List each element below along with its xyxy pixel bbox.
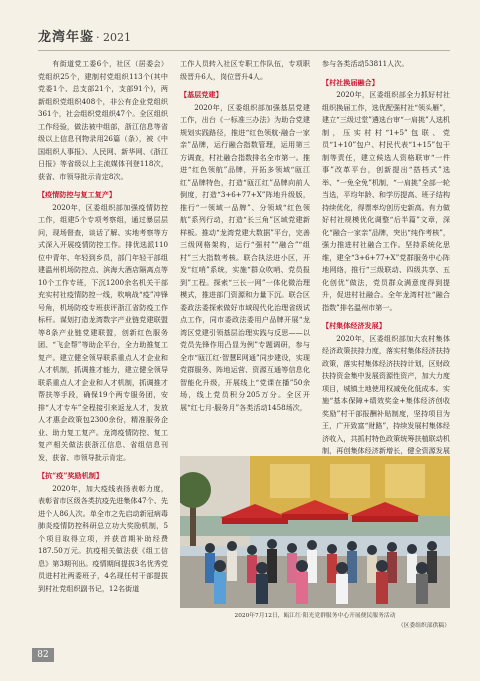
- photo-caption: 2020年7月12日，瓯江红·阳光党群服务中心开展便民服务活动: [234, 613, 396, 619]
- intro-paragraph: 有街道党工委6个，社区（居委会）党组织25个，建制村党组织113个(其中党委1个、总支部21个，支部91个)，两新组织党组织408个，非公有企业党组织361个，社会组织党组织47个。全区组织工作经验，做法被中组部，浙江信息等省级以上信息刊物录用26篇（条），被《中国组织人事报》、人民网、新华网、《浙江日报》等省级以上主流媒体刊登118次，获省、市领导批示肯定8次。: [38, 59, 168, 181]
- header-divider: [38, 50, 450, 51]
- section-text-epidemic: 2020年，区委组织部加强疫情防控工作，组建5个专项考察组，通过暴层层问，现场督查，谈话了解、实地考察等方式深入开展疫情防控工作。排优选派110位中青年、年轻到乡员，部门年轻干部组建温州机场防控点、滨海大酒店隔离点等10个工作专班，下沉1200余名机关干部充实村社疫情防控一线，吹响战“疫”冲锋号角，机场防疫专班获评浙江省防疫工作标杆。谋划打造龙湾数字产业链党建联盟等8条产业链党建联盟，创新红色服务团、“飞企帮”等助企平台，全力助推复工复产。建立健全领导联系重点人才企业和人才机制，抓调推才能力，建立健全领导联系重点人才企业和人才机制，抓调推才帮扶等手段，确保19个两专服务团，安排“人才专车”全程接引来返龙人才，发放人才惠企政策包2300余份，精准服务企业、助力复工复产。龙湾疫情防控、复工复产相关做法获浙江信息、省组信息刊发，获省、市领导批示肯定。: [38, 202, 168, 462]
- section-heading-party-building: 【基层党建】: [180, 90, 223, 99]
- column-2: [180, 58, 310, 414]
- section-text-reward: 2020年，加大疫线表扬表彰力度，表彰省市区级各类抗疫先进集体47个、先进个人86人次。单全市之先启动新冠病毒肺炎疫情防控科研总立功大奖励机制，5个项目取得立项，并获首期补助经费187.50万元。抗疫相关做法获《组工信息》第3期刊出。疫情期间提拔3名优秀党员进村社两委班子，4名现任村干部提拔到村社党组织副书记，12名街道: [38, 483, 168, 593]
- section-heading-collective-economy: 【村集体经济发展】: [322, 321, 386, 330]
- event-photo: [180, 456, 450, 608]
- photo-credit: （区委组织部供稿）: [397, 623, 450, 629]
- page-number: 82: [32, 648, 54, 662]
- section-heading-election: 【村社换届融合】: [322, 77, 379, 87]
- section-text-election: 2020年，区委组织部全力抓好村社组织换届工作，选优配强村社“领头雁”，建立“三级过堂”遴选台审“一肩挑”人选机制，压实村村“1+5”包联、党员“1+10”包户、村民代表“1+15”包干制等责任，建立候选人资格联审“一件事”改革平台，创新提出“搭档式”选举、“一免全免”机制，“一肩挑”全部一轮当选，平均年龄、和学历提高、班子结构持续优化，得票率均创历史新高。有力做好村社规模优化调整“后半篇”文章，深化“融合一家亲”品牌，突出“纯作考核”，强力推进村社融合工作。坚持系统化思维，建全“3+6+77+X”党群服务中心阵地网络，推行“三级联动、四级共享、五化创优”做法，党员群众满意度得到提升，促进村社融合。全年龙湾村社“融合指数”排名温州市第一。: [322, 90, 451, 312]
- running-header: [38, 26, 450, 48]
- section-heading-reward: 【抗“疫”奖励机制】: [38, 471, 103, 480]
- event-photo-illustration: [180, 456, 450, 608]
- section-heading-epidemic: 【疫情防控与复工复产】: [38, 190, 117, 199]
- column-3: [322, 58, 450, 470]
- section-text-party-building: 2020年，区委组织部加强基层党建工作，出台《一标准三办法》为助合党建规划实践路径，推进“红色领航·融合一家亲”品牌，运行融合指数管理，运用第三方调查，村社融合指数排名全市第一。推进“红色领航”品牌，开拓多领域“瓯江红”品牌特色，打造“瓯江红”品牌向前人倒度，打造“3+6+77+X”阵地升级版，推行“一领域一品牌”、分领域“红色领航”系列行动，打造“长三角”区域党建新样板。推动“龙湾党建大数据”平台，完善三级网格架构，运行“强村”“融合”“组村”三大指数考核。联合执法进小区，开发“红哨”系统，实施“群众吹哨、党员报到”工程。探索“三长一网”一体化微治理模式，推进部门资源和力量下沉。联合区委政法委探索做好市域现代化治理省级试点工作，同市委政法委用户品牌开展“龙湾区党建引领基层治理实践与反思——以党员先锋作用凸显为例”专题调研，参与全市“瓯江红·智慧E网通”同步建设，实现党群服务、阵地运营、资源互通等信息化智能化升级，开展线上“党课在播”50余场，线上党员积分205万分。全区开展“红七月·服务月”各类活动1458场次，: [180, 102, 310, 412]
- column-1: [38, 58, 168, 595]
- yearbook-title: 龙湾年鉴: [38, 30, 95, 45]
- section-text-collective-economy: 2020年，区委组织部加大农村集体经济政策扶持力度，落实村集体经济扶持政策，落实村集体经济扶持计划，区财政扶持资金集中发展资源性资产，加大力度项目，城镇土地使用权减免化低成本。实施“基本保障+绩效奖金+集体经济创收奖励”村干部报酬补贴制度，坚持项目为王，广开致富“财路”，持续发展村集体经济收入，共抓村特色政策统筹扶植联动机制，再创集体经济新增长，健全资源发展: [322, 333, 450, 455]
- yearbook-year: · 2021: [96, 31, 132, 44]
- continued-paragraph-col3: 参与各类活动53811人次。: [322, 59, 409, 68]
- continued-paragraph: 工作人员转入社区专职工作队伍，专项职级晋升6人，岗位晋升4人。: [180, 59, 310, 81]
